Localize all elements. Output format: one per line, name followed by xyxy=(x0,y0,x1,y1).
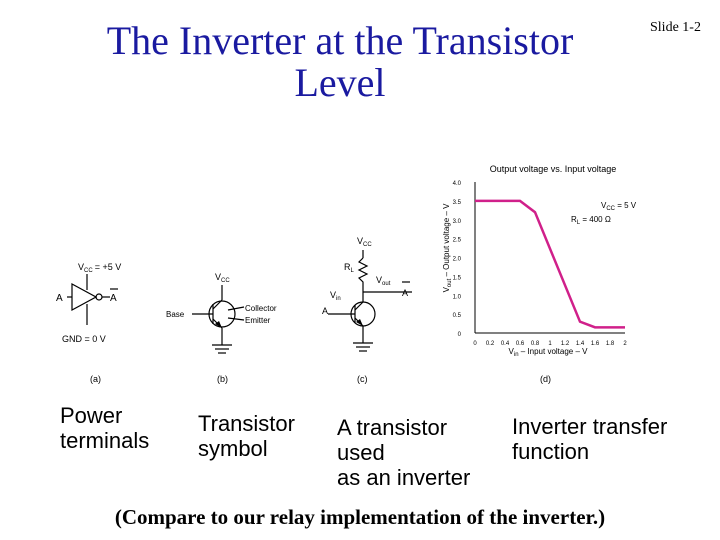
y-tick-label: 3.0 xyxy=(452,218,461,225)
panel-c-label: (c) xyxy=(357,374,368,384)
x-tick-label: 1.2 xyxy=(560,341,570,347)
panel-b-emitter: Emitter xyxy=(245,316,271,325)
x-tick-label: 0.6 xyxy=(515,341,525,347)
y-tick-label: 0.5 xyxy=(452,313,461,320)
panel-c-output: A xyxy=(402,288,409,298)
x-tick-label: 0.4 xyxy=(500,341,510,347)
caption-c-line1: A transistor xyxy=(337,415,448,440)
panel-a-label: (a) xyxy=(90,374,101,384)
panel-d-label: (d) xyxy=(540,374,551,384)
chart-annotation-vcc: $V_{CC} = 5$ V xyxy=(601,201,637,212)
x-tick-label: 0.2 xyxy=(485,341,495,347)
panel-b-vcc: $V_{CC}$ xyxy=(215,272,230,284)
caption-a-line2: terminals xyxy=(60,428,150,453)
panel-b-transistor-icon xyxy=(192,285,244,353)
y-tick-label: 3.5 xyxy=(452,199,461,206)
slide-title: The Inverter at the Transistor Level xyxy=(106,18,574,105)
x-tick-label: 1.8 xyxy=(605,341,615,347)
chart-annotation-rl: $R_L = 400$ Ω xyxy=(571,215,611,226)
x-tick-label: 0 xyxy=(473,341,477,347)
caption-b-line1: Transistor xyxy=(198,411,295,436)
transfer-chart xyxy=(430,155,720,390)
caption-b-line2: symbol xyxy=(198,436,268,461)
x-tick-label: 1.6 xyxy=(590,341,600,347)
caption-c-line3: as an inverter xyxy=(337,465,471,490)
panel-b-base: Base xyxy=(166,310,185,319)
panel-c-vout: $V_{out}$ xyxy=(376,275,391,287)
y-tick-label: 1.0 xyxy=(452,294,461,301)
panel-c-rl: $R_L$ xyxy=(344,262,354,274)
caption-d-line2: function xyxy=(512,439,590,464)
caption-a-line1: Power xyxy=(60,403,123,428)
caption-transistor-symbol xyxy=(198,411,295,461)
x-tick-label: 1 xyxy=(548,341,552,347)
caption-c-line2: used xyxy=(337,440,385,465)
panel-c-input: A xyxy=(322,306,329,316)
panel-c-vcc: $V_{CC}$ xyxy=(357,236,372,248)
caption-transistor-inverter xyxy=(337,415,470,490)
y-tick-label: 0 xyxy=(457,332,461,338)
caption-power-terminals xyxy=(60,403,149,453)
footnote: (Compare to our relay implementation of the inverter.) xyxy=(114,505,606,529)
slide-number: Slide 1-2 xyxy=(650,20,701,35)
caption-d-line1: Inverter transfer xyxy=(512,414,668,439)
panel-b-label: (b) xyxy=(217,374,228,384)
y-tick-label: 4.0 xyxy=(452,181,461,187)
panel-a-vcc: $V_{CC} = +5$ V xyxy=(78,262,122,274)
x-tick-label: 1.4 xyxy=(575,341,585,347)
x-axis-label: $V_{in}$ – Input voltage – V xyxy=(508,347,588,358)
panel-b-collector: Collector xyxy=(245,304,277,313)
y-tick-label: 2.0 xyxy=(452,256,461,263)
panel-a-gnd: GND = 0 V xyxy=(62,334,106,344)
caption-transfer-function xyxy=(512,414,667,464)
panel-a-input: A xyxy=(56,293,63,304)
panel-a-output: A xyxy=(110,293,117,304)
x-tick-label: 0.8 xyxy=(530,341,540,347)
chart-title: Output voltage vs. Input voltage xyxy=(489,164,617,174)
y-axis-label: $V_{out}$ – Output voltage – V xyxy=(442,203,453,293)
y-tick-label: 1.5 xyxy=(452,275,461,282)
x-tick-label: 2 xyxy=(623,341,627,347)
y-tick-label: 2.5 xyxy=(452,237,461,244)
panel-c-vin: $V_{in}$ xyxy=(330,290,341,302)
circuit-diagrams xyxy=(0,0,460,400)
